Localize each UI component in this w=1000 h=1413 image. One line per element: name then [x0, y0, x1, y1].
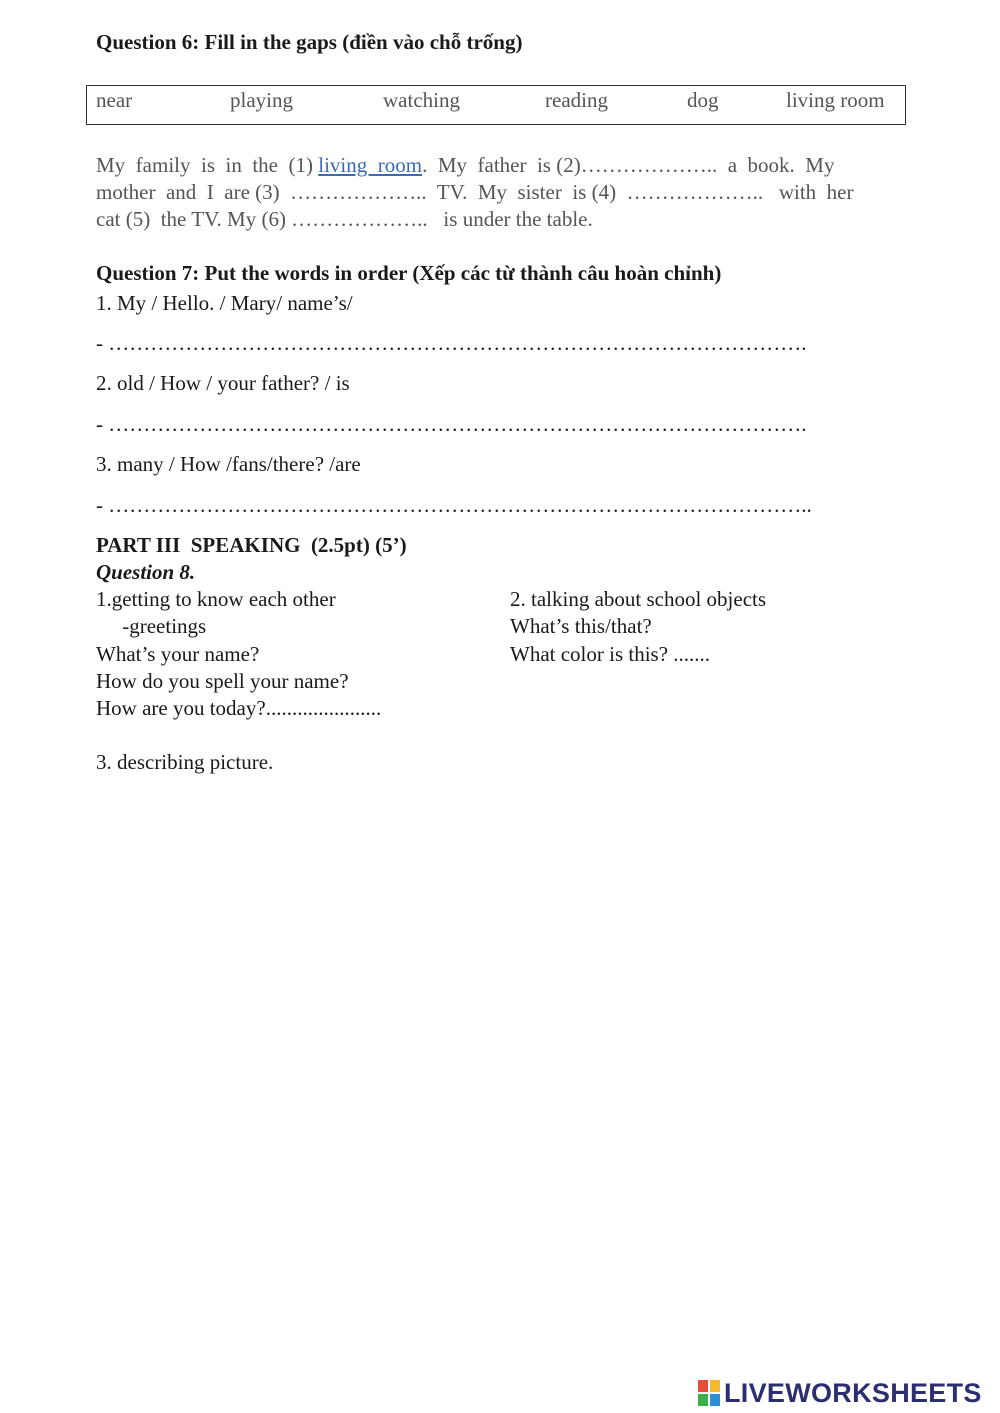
speaking-topic-1: 1.getting to know each other	[96, 587, 336, 611]
fill-gap-paragraph	[96, 152, 916, 233]
reorder-prompt-2: 2. old / How / your father? / is	[96, 371, 350, 395]
paragraph-text: . My father is (2)……………….. a book. My	[422, 153, 835, 177]
word-bank-item: playing	[230, 88, 293, 112]
answer-line-2[interactable]: - ……………………………………………………………………………………….	[96, 412, 807, 436]
logo-text: LIVEWORKSHEETS	[724, 1377, 982, 1408]
speaking-question: What’s your name?	[96, 642, 260, 666]
answer-line-1[interactable]: - ……………………………………………………………………………………….	[96, 331, 807, 355]
liveworksheets-logo	[698, 1378, 982, 1408]
word-bank-item: dog	[687, 88, 719, 112]
question-8-label: Question 8.	[96, 560, 196, 584]
paragraph-line-3: cat (5) the TV. My (6) ……………….. is under the table.	[96, 207, 593, 231]
word-bank-item: near	[96, 88, 133, 112]
word-bank	[86, 85, 906, 125]
word-bank-item: watching	[383, 88, 460, 112]
paragraph-text: My family is in the (1)	[96, 153, 313, 177]
speaking-question: What’s this/that?	[510, 614, 652, 638]
speaking-question: How are you today?......................	[96, 696, 382, 720]
speaking-question: What color is this? .......	[510, 642, 711, 666]
reorder-prompt-1: 1. My / Hello. / Mary/ name’s/	[96, 291, 353, 315]
speaking-topic-2: 2. talking about school objects	[510, 587, 767, 611]
reorder-prompt-3: 3. many / How /fans/there? /are	[96, 452, 361, 476]
paragraph-line-1	[96, 152, 916, 179]
word-bank-item: reading	[545, 88, 608, 112]
paragraph-line-2: mother and I are (3) ……………….. TV. My sister is (4) ……………….. with her	[96, 180, 854, 204]
answer-line-3[interactable]: - ………………………………………………………………………………………..	[96, 493, 812, 517]
speaking-subtopic: -greetings	[96, 614, 207, 638]
question-7-title: Question 7: Put the words in order (Xếp các từ thành câu hoàn chỉnh)	[96, 261, 722, 285]
logo-mark-icon	[698, 1380, 720, 1406]
word-bank-item: living room	[786, 88, 885, 112]
gap-1-answer[interactable]: living room	[318, 153, 423, 177]
speaking-question: How do you spell your name?	[96, 669, 349, 693]
speaking-topic-3: 3. describing picture.	[96, 750, 274, 774]
part-3-title: PART III SPEAKING (2.5pt) (5’)	[96, 533, 407, 557]
question-6-title: Question 6: Fill in the gaps (điền vào chỗ trống)	[96, 30, 523, 54]
